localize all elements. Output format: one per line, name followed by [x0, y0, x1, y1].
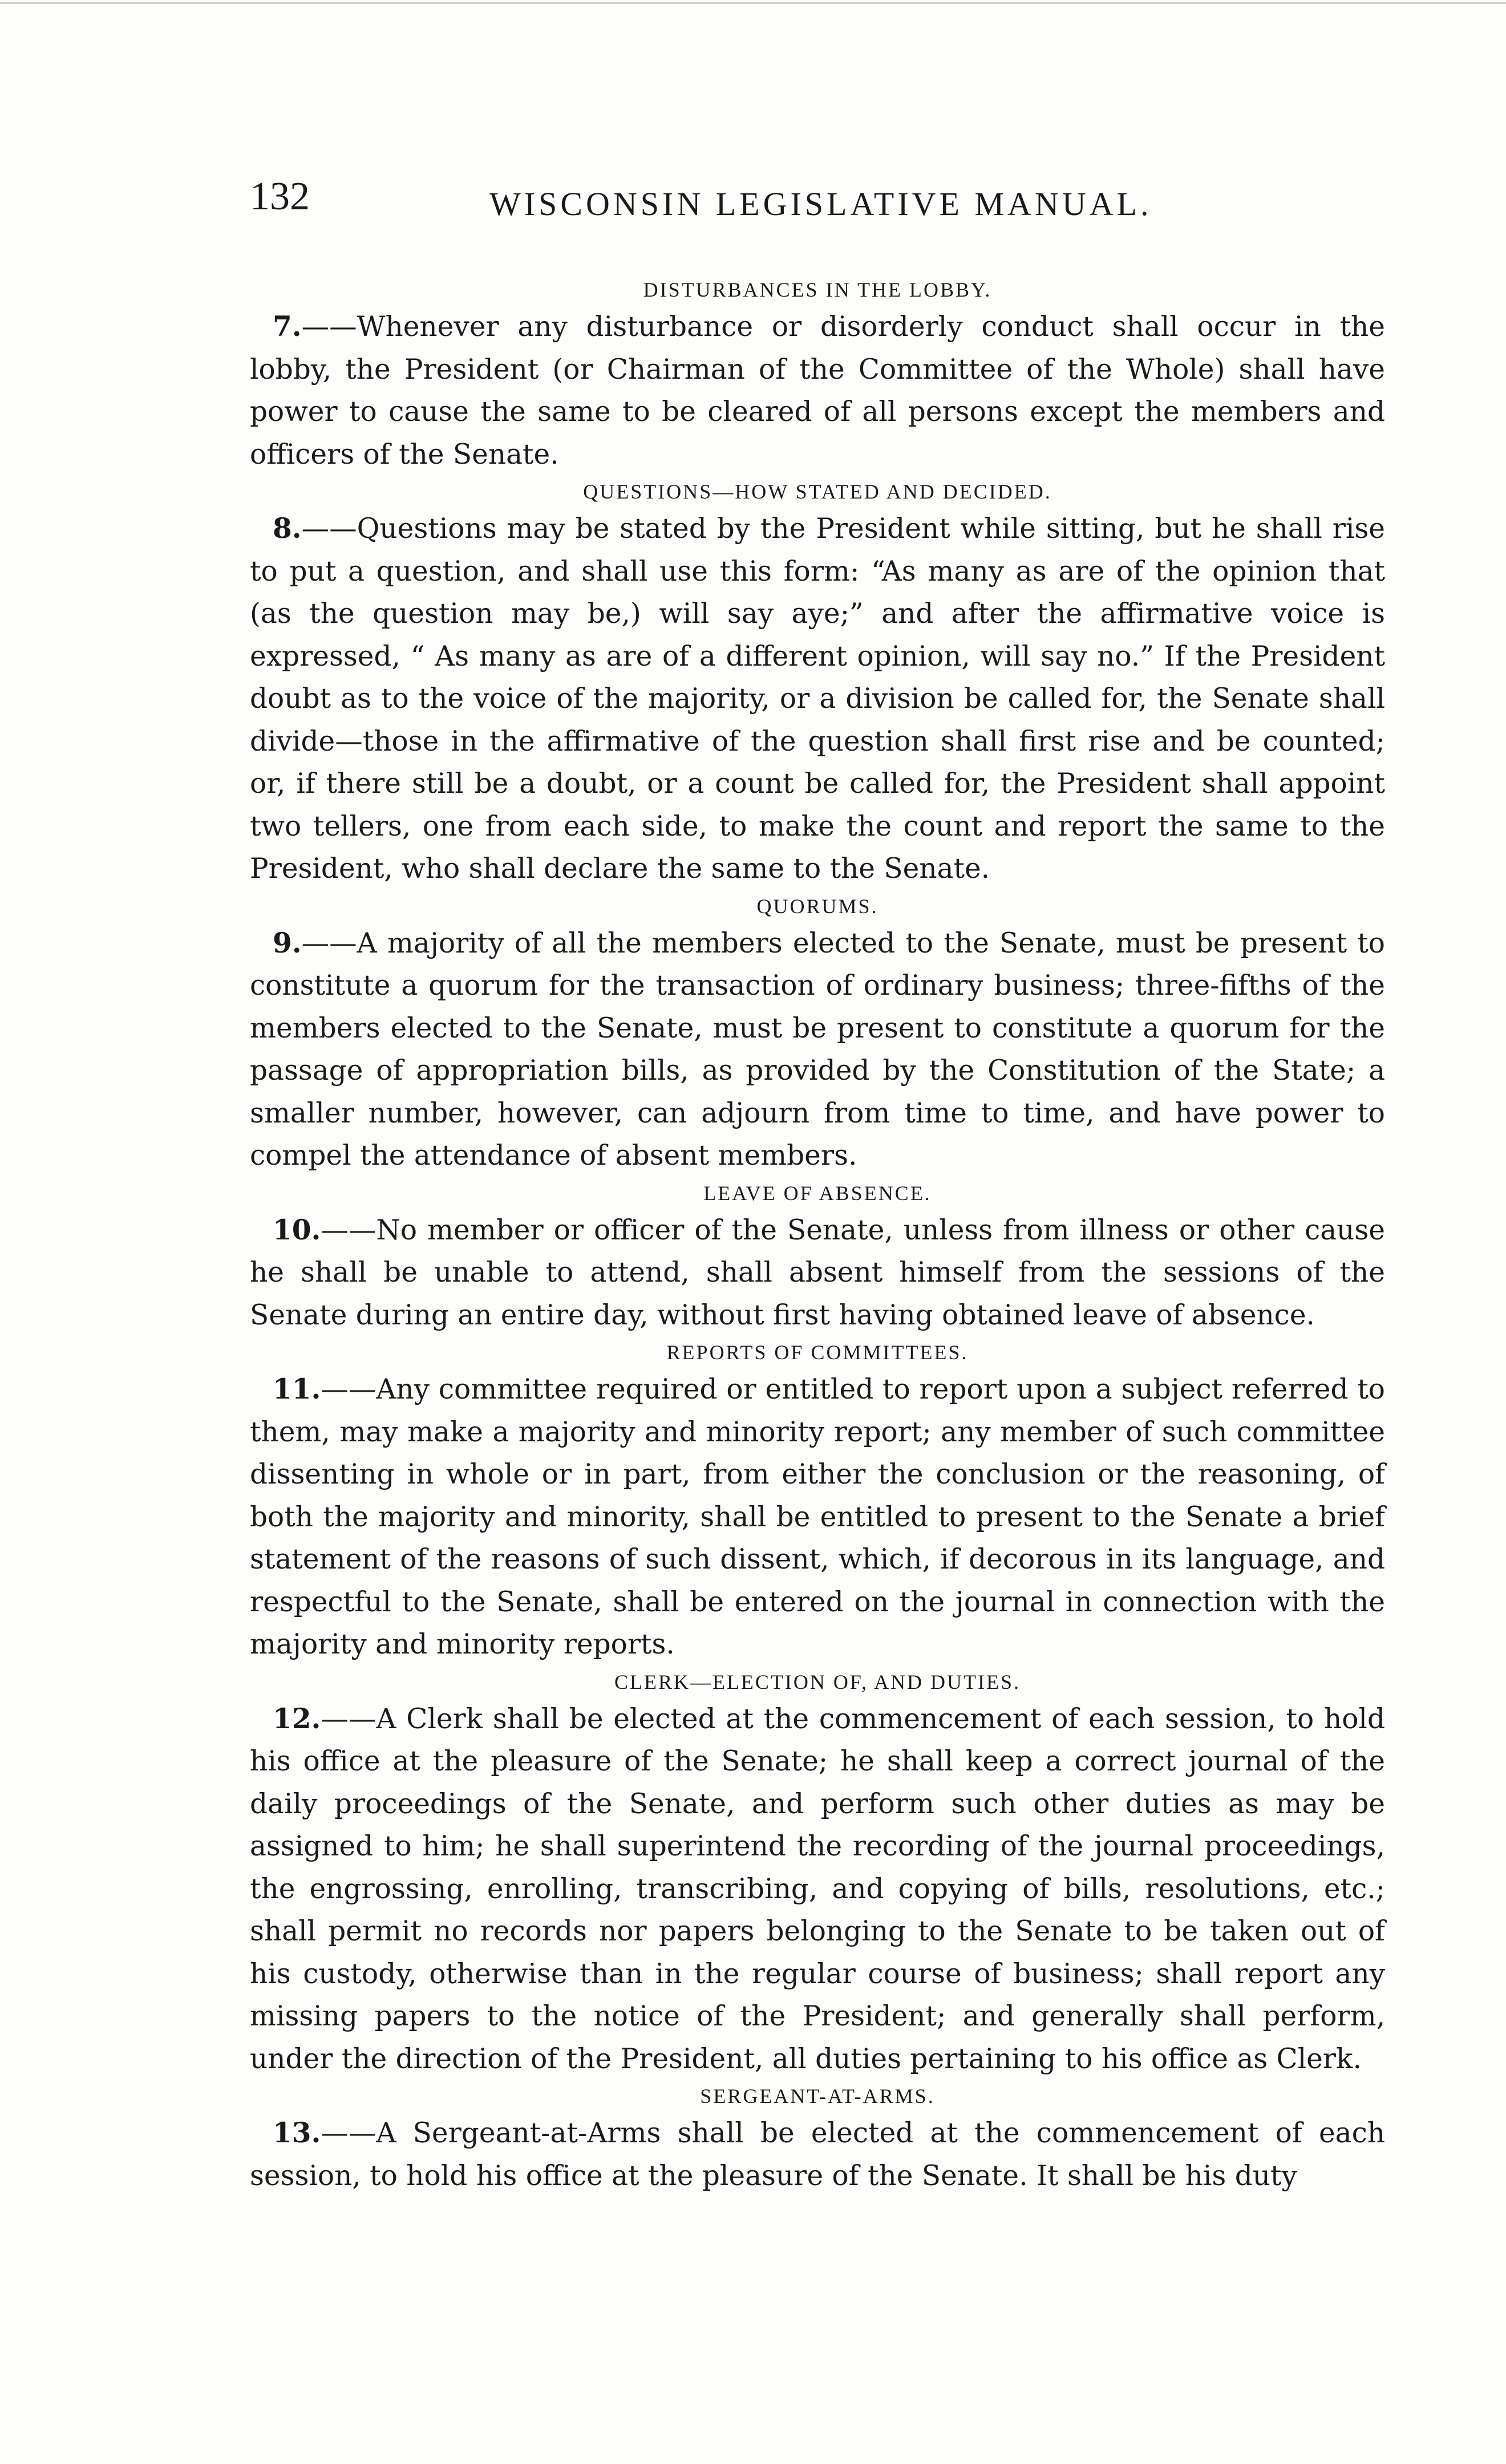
- rule-paragraph: [250, 1368, 1385, 1666]
- rule-text: ——A Sergeant-at-Arms shall be elected at the commencement of each session, to hold his office at the pleasure of the Senate. It shall be his duty: [250, 2117, 1385, 2192]
- section-heading: QUESTIONS—HOW STATED AND DECIDED.: [583, 480, 1052, 503]
- page-number: 132: [250, 175, 310, 218]
- section-heading: LEAVE OF ABSENCE.: [703, 1181, 932, 1205]
- rule-number: 11.: [273, 1373, 321, 1405]
- rule-text: ——No member or officer of the Senate, unless from illness or other cause he shall be unable to attend, shall absent himself from the sessions of the Senate during an entire day, without first having obtained leave of absence.: [250, 1214, 1385, 1331]
- section-heading: SERGEANT-AT-ARMS.: [700, 2085, 935, 2108]
- running-title: WISCONSIN LEGISLATIVE MANUAL.: [489, 185, 1152, 222]
- rule-paragraph: [250, 508, 1385, 890]
- rule-text: ——Whenever any disturbance or disorderly conduct shall occur in the lobby, the President (or Chairman of the Committee of the Whole) shall have power to cause the same to be cleared of all persons except the members and officers of the Senate.: [250, 311, 1385, 471]
- rule-text: ——Any committee required or entitled to report upon a subject referred to them, may make a majority and minority report; any member of such committee dissenting in whole or in part, from either the conclusion or the reasoning, of both the majority and minority, shall be entitled to present to the Senate a brief statement of the reasons of such dissent, which, if decorous in its language, and respectful to the Senate, shall be entered on the journal in connection with the majority and minority reports.: [250, 1373, 1385, 1660]
- body-text: [250, 274, 1385, 2197]
- section-heading: REPORTS OF COMMITTEES.: [666, 1341, 969, 1364]
- rule-text: ——A majority of all the members elected to the Senate, must be present to constitute a quorum for the transaction of ordinary business; three-fifths of the members elected to the Senate, must be present to constitute a quorum for the passage of appropriation bills, as provided by the Constitution of the State; a smaller number, however, can adjourn from time to time, and have power to compel the attendance of absent members.: [250, 927, 1385, 1172]
- rule-paragraph: [250, 306, 1385, 476]
- rule-number: 13.: [273, 2117, 321, 2149]
- rule-section: [250, 1666, 1385, 2081]
- rule-section: [250, 1336, 1385, 1666]
- rule-section: [250, 476, 1385, 890]
- rule-number: 9.: [273, 926, 302, 959]
- rule-number: 10.: [273, 1213, 321, 1246]
- rule-paragraph: [250, 2112, 1385, 2197]
- rule-number: 8.: [273, 512, 302, 545]
- rule-text: ——A Clerk shall be elected at the commencement of each session, to hold his office at the pleasure of the Senate; he shall keep a correct journal of the daily proceedings of the Senate, and perform such other duties as may be assigned to him; he shall superintend the recording of the journal proceedings, the engrossing, enrolling, transcribing, and copying of bills, resolutions, etc.; shall permit no records nor papers belonging to the Senate to be taken out of his custody, otherwise than in the regular course of business; shall report any missing papers to the notice of the President; and generally shall perform, under the direction of the President, all duties pertaining to his office as Clerk.: [250, 1703, 1385, 2075]
- rule-section: [250, 1177, 1385, 1337]
- section-heading: QUORUMS.: [756, 894, 878, 918]
- rule-number: 7.: [273, 310, 302, 343]
- scan-edge-rule: [0, 2, 1506, 4]
- rule-paragraph: [250, 1209, 1385, 1337]
- rule-section: [250, 274, 1385, 476]
- section-heading: DISTURBANCES IN THE LOBBY.: [643, 278, 992, 301]
- section-heading: CLERK—ELECTION OF, AND DUTIES.: [614, 1670, 1021, 1693]
- rule-section: [250, 890, 1385, 1177]
- rule-section: [250, 2080, 1385, 2197]
- rule-number: 12.: [273, 1702, 321, 1735]
- rule-paragraph: [250, 922, 1385, 1177]
- page-header: [250, 171, 1391, 240]
- rule-text: ——Questions may be stated by the President while sitting, but he shall rise to put a question, and shall use this form: “As many as are of the opinion that (as the question may be,) will say aye;” and after the affirmative voice is expressed, “ As many as are of a different opinion, will say no.” If the President doubt as to the voice of the majority, or a division be called for, the Senate shall divide—those in the affirmative of the question shall first rise and be counted; or, if there still be a doubt, or a count be called for, the President shall appoint two tellers, one from each side, to make the count and report the same to the President, who shall declare the same to the Senate.: [250, 513, 1385, 885]
- rule-paragraph: [250, 1698, 1385, 2081]
